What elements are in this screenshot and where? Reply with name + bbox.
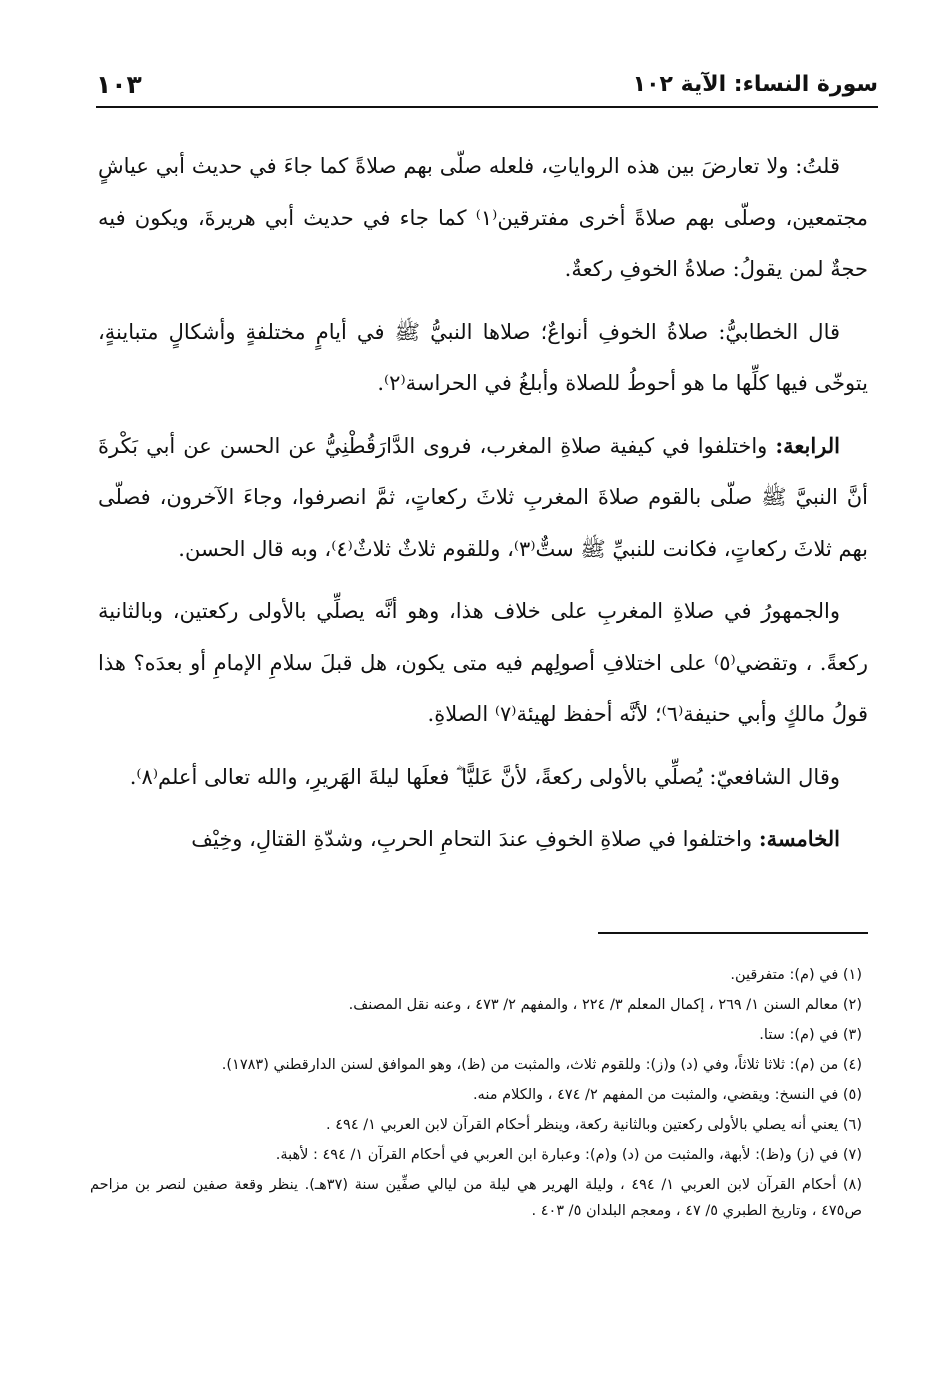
- paragraph: [98, 751, 868, 804]
- paragraph: [98, 813, 868, 866]
- paragraph-text: والجمهورُ في صلاةِ المغربِ على خلاف هذا، وهو أنَّه يصلِّي بالأولى ركعتين، وبالثانية ركعةً. ، وتقضي⁽٥⁾ على اختلافِ أصولِهم فيه متى يكون، هل قبلَ سلامِ الإمامِ أو بعدَه؟ هذا قولُ مالكٍ وأبي حنيفة⁽٦⁾؛ لأنَّه أحفظ لهيئة⁽٧⁾ الصلاةِ.: [98, 599, 868, 726]
- footnote-separator: [598, 932, 868, 934]
- running-header: [96, 64, 878, 106]
- paragraph-text: قلتُ: ولا تعارضَ بين هذه الرواياتِ، فلعله صلّى بهم صلاةً كما جاءَ في حديث أبي عياشٍ مجتمعين، وصلّى بهم صلاةً أخرى مفترقين⁽١⁾ كما جاء في حديث أبي هريرةَ، ويكون فيه حجةٌ لمن يقولُ: صلاةُ الخوفِ ركعةٌ.: [98, 154, 868, 281]
- paragraph-text: واختلفوا في صلاةِ الخوفِ عندَ التحامِ الحربِ، وشدّةِ القتالِ، وخِيْف: [191, 827, 753, 851]
- paragraph: [98, 585, 868, 741]
- paragraph: [98, 306, 868, 410]
- footnote: (٦) يعني أنه يصلي بالأولى ركعتين وبالثانية ركعة، وينظر أحكام القرآن لابن العربي ١/ ٤٩٤ .: [326, 1117, 862, 1133]
- footnote: (٥) في النسخ: ويقضي، والمثبت من المفهم ٢/ ٤٧٤ ، والكلام منه.: [472, 1087, 862, 1103]
- paragraph: [98, 420, 868, 576]
- paragraph-lead: الخامسة:: [758, 826, 840, 851]
- running-title: سورة النساء: الآية ١٠٢: [632, 72, 878, 97]
- page-number: ١٠٣: [96, 70, 142, 99]
- footnote: (٢) معالم السنن ١/ ٢٦٩ ، إكمال المعلم ٣/ ٢٢٤ ، والمفهم ٢/ ٤٧٣ ، وعنه نقل المصنف.: [348, 997, 862, 1013]
- footnote: (٧) في (ز) و(ظ): لأبهة، والمثبت من (د) و(م): وعبارة ابن العربي في أحكام القرآن ١/ ٤٩٤ : لأهبة.: [275, 1147, 862, 1163]
- paragraph: [98, 140, 868, 296]
- paragraph-lead: الرابعة:: [775, 432, 840, 458]
- footnote: (٨) أحكام القرآن لابن العربي ١/ ٤٩٤ ، وليلة الهرير هي ليلة من ليالي صفِّين سنة (٣٧هـ). ينظر وقعة صفين لنصر بن مزاحم ص٤٧٥ ، وتاريخ الطبري ٥/ ٤٧ ، ومعجم البلدان ٥/ ٤٠٣ .: [90, 1177, 862, 1219]
- footnote: (٤) من (م): ثلاثا ثلاثاً، وفي (د) و(ز): وللقوم ثلاث، والمثبت من (ظ)، وهو الموافق لسنن الدارقطني (١٧٨٣).: [221, 1057, 862, 1073]
- header-rule: [96, 106, 878, 108]
- footnote: (٣) في (م): ستا.: [759, 1027, 862, 1043]
- paragraph-text: وقال الشافعيّ: يُصلِّي بالأولى ركعةً، لأنَّ عَليًّا ؓ فعلَها ليلةَ الهَريرِ، والله تعالى أعلم⁽٨⁾.: [129, 764, 840, 789]
- paragraph-text: قال الخطابيُّ: صلاةُ الخوفِ أنواعٌ؛ صلاها النبيُّ ﷺ في أيامٍ مختلفةٍ وأشكالٍ متباينةٍ، يتوخّى فيها كلِّها ما هو أحوطُ للصلاة وأبلغُ في الحراسة⁽٢⁾.: [98, 319, 868, 395]
- paragraph-text: واختلفوا في كيفية صلاةِ المغرب، فروى الدَّارَقُطْنِيُّ عن الحسن عن أبي بَكْرةَ أنَّ النبيَّ ﷺ صلّى بالقوم صلاةَ المغربِ ثلاثَ ركعاتٍ، ثمَّ انصرفوا، وجاءَ الآخرون، فصلّى بهم ثلاثَ ركعاتٍ، فكانت للنبيِّ ﷺ ستٌّ⁽٣⁾، وللقوم ثلاثٌ ثلاثٌ⁽٤⁾، وبه قال الحسن.: [98, 433, 868, 561]
- footnotes: [90, 962, 862, 1228]
- footnote: (١) في (م): متفرقين.: [730, 967, 862, 983]
- main-text: [98, 140, 868, 876]
